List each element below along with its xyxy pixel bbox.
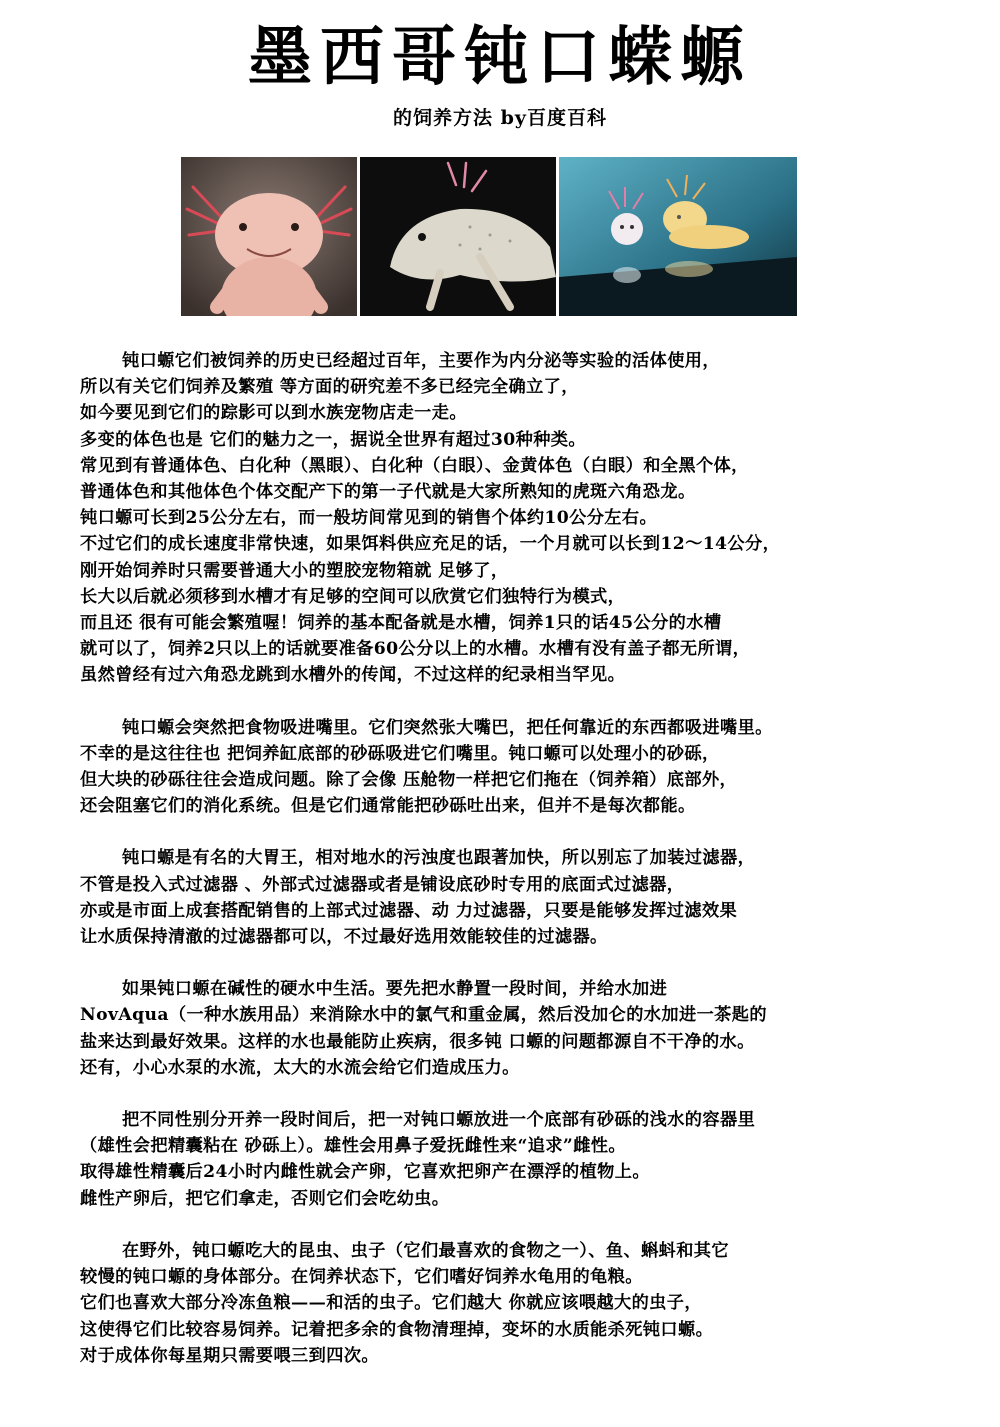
text-line: 对于成体你每星期只需要喂三到四次。: [80, 1345, 379, 1366]
text-line: 刚开始饲养时只需要普通大小的塑胶宠物箱就 足够了，: [80, 560, 509, 581]
text-line: 钝口螈可长到25公分左右，而一般坊间常见到的销售个体约10公分左右。: [80, 508, 658, 529]
text-line: 如今要见到它们的踪影可以到水族宠物店走一走。: [80, 403, 467, 424]
axolotl-pair-aquarium-photo: [559, 157, 797, 316]
paragraph: [80, 1107, 980, 1212]
text-line: 不管是投入式过滤器 、外部式过滤器或者是铺设底砂时专用的底面式过滤器，: [80, 874, 685, 895]
text-line: 把不同性别分开养一段时间后，把一对钝口螈放进一个底部有砂砾的浅水的容器里: [122, 1110, 756, 1131]
text-line: 如果钝口螈在碱性的硬水中生活。要先把水静置一段时间，并给水加进: [122, 979, 668, 1000]
text-line: 所以有关它们饲养及繁殖 等方面的研究差不多已经完全确立了，: [80, 377, 579, 398]
text-line: 不过它们的成长速度非常快速，如果饵料供应充足的话，一个月就可以长到12～14公分，: [80, 534, 781, 555]
text-line: 雌性产卵后，把它们拿走，否则它们会吃幼虫。: [80, 1188, 450, 1209]
text-line: NovAqua（一种水族用品）来消除水中的氯气和重金属，然后没加仑的水加进一茶匙的: [80, 1005, 767, 1026]
text-line: 亦或是市面上成套搭配销售的上部式过滤器、动 力过滤器，只要是能够发挥过滤效果: [80, 900, 738, 921]
paragraph: [80, 1238, 980, 1369]
axolotl-leucistic-side-photo: [360, 157, 556, 316]
text-line: 还会阻塞它们的消化系统。但是它们通常能把砂砾吐出来，但并不是每次都能。: [80, 796, 696, 817]
paragraph: [80, 715, 980, 820]
text-line: 但大块的砂砾往往会造成问题。除了会像 压舱物一样把它们拖在（饲养箱）底部外，: [80, 770, 738, 791]
text-line: 让水质保持清澈的过滤器都可以，不过最好选用效能较佳的过滤器。: [80, 927, 608, 948]
text-line: 还有，小心水泵的水流，太大的水流会给它们造成压力。: [80, 1057, 520, 1078]
text-line: 普通体色和其他体色个体交配产下的第一子代就是大家所熟知的虎斑六角恐龙。: [80, 482, 696, 503]
page-subtitle: 的饲养方法 by百度百科: [393, 107, 607, 129]
article-body: [80, 348, 980, 1395]
paragraph: [80, 845, 980, 950]
text-line: 多变的体色也是 它们的魅力之一，据说全世界有超过30种种类。: [80, 429, 586, 450]
text-line: 钝口螈会突然把食物吸进嘴里。它们突然张大嘴巴，把任何靠近的东西都吸进嘴里。: [122, 717, 773, 738]
text-line: 不幸的是这往往也 把饲养缸底部的砂砾吸进它们嘴里。钝口螈可以处理小的砂砾，: [80, 743, 720, 764]
text-line: 钝口螈它们被饲养的历史已经超过百年，主要作为内分泌等实验的活体使用，: [122, 351, 720, 371]
axolotl-pink-front-photo: [181, 157, 357, 316]
text-line: 长大以后就必须移到水槽才有足够的空间可以欣赏它们独特行为模式，: [80, 586, 626, 607]
paragraph: [80, 976, 980, 1081]
text-line: 虽然曾经有过六角恐龙跳到水槽外的传闻，不过这样的纪录相当罕见。: [80, 665, 626, 686]
text-line: 在野外，钝口螈吃大的昆虫、虫子（它们最喜欢的食物之一）、鱼、蝌蚪和其它: [122, 1240, 729, 1261]
paragraph: [80, 348, 980, 689]
text-line: 它们也喜欢大部分冷冻鱼粮——和活的虫子。它们越大 你就应该喂越大的虫子，: [80, 1293, 702, 1314]
text-line: （雄性会把精囊粘在 砂砾上）。雄性会用鼻子爱抚雌性来“追求”雌性。: [80, 1136, 626, 1157]
text-line: 而且还 很有可能会繁殖喔！饲养的基本配备就是水槽，饲养1只的话45公分的水槽: [80, 613, 722, 634]
text-line: 常见到有普通体色、白化种（黑眼）、白化种（白眼）、金黄体色（白眼）和全黑个体，: [80, 455, 749, 476]
photo-strip: [181, 157, 797, 316]
text-line: 钝口螈是有名的大胃王，相对地水的污浊度也跟著加快，所以别忘了加装过滤器，: [122, 848, 756, 869]
text-line: 盐来达到最好效果。这样的水也最能防止疾病，很多钝 口螈的问题都源自不干净的水。: [80, 1031, 755, 1052]
text-line: 就可以了，饲养2只以上的话就要准备60公分以上的水槽。水槽有没有盖子都无所谓，: [80, 639, 751, 660]
text-line: 取得雄性精囊后24小时内雌性就会产卵，它喜欢把卵产在漂浮的植物上。: [80, 1162, 650, 1183]
text-line: 较慢的钝口螈的身体部分。在饲养状态下，它们嗜好饲养水龟用的龟粮。: [80, 1267, 643, 1288]
text-line: 这使得它们比较容易饲养。记着把多余的食物清理掉，变坏的水质能杀死钝口螈。: [80, 1319, 714, 1340]
page-title: 墨西哥钝口蝾螈: [248, 21, 752, 95]
